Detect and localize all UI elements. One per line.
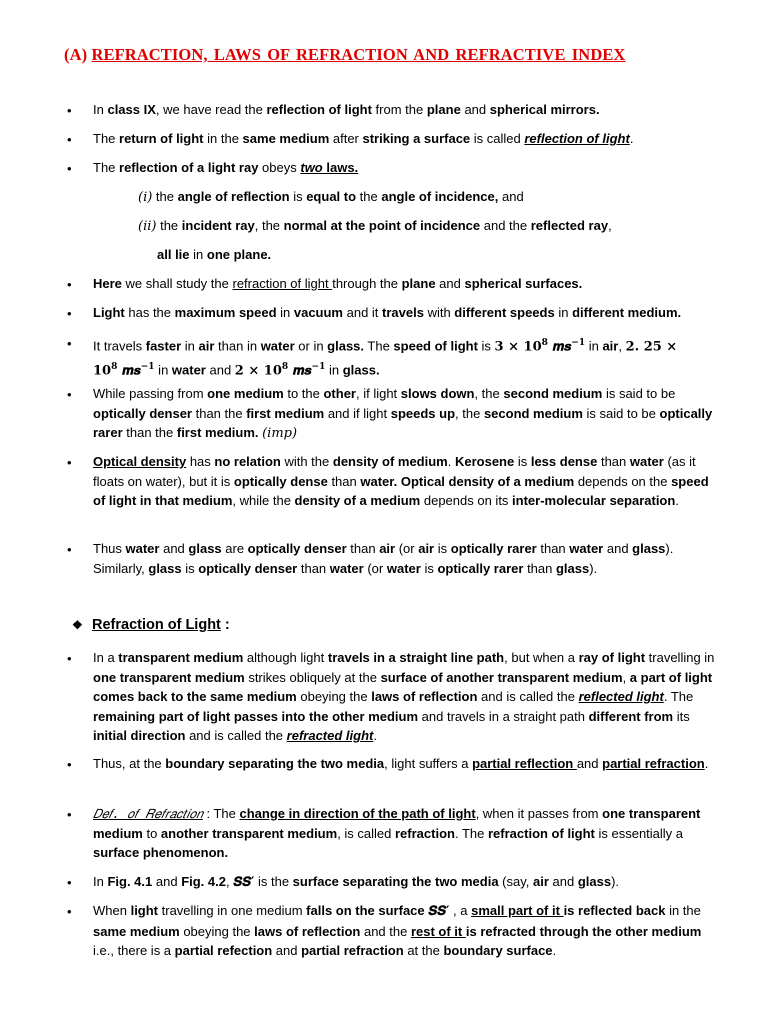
text-run: faster: [145, 338, 182, 354]
text-run: air: [418, 541, 435, 556]
text-run: and: [498, 189, 524, 204]
text-run: than the: [122, 425, 177, 440]
text-run: its: [673, 708, 690, 724]
text-run: through the: [332, 276, 402, 291]
text-run: maximum speed: [174, 305, 277, 320]
text-run: optically rarer: [450, 541, 537, 556]
text-run: glass: [148, 560, 182, 576]
text-run: ).: [665, 541, 674, 556]
text-run: different medium.: [572, 305, 682, 320]
text-run: than: [523, 560, 556, 576]
text-run: second medium: [503, 386, 603, 401]
text-run: .: [373, 728, 377, 743]
text-run: is called: [470, 131, 525, 146]
text-run: . The: [454, 825, 488, 841]
text-run: ).: [589, 560, 598, 576]
text-run: depends on its: [420, 493, 513, 508]
text-run: the: [356, 189, 382, 204]
text-run: optically denser: [247, 541, 347, 556]
text-run: water: [125, 541, 160, 556]
text-run: air: [602, 338, 619, 354]
text-run: other: [323, 386, 356, 401]
text-run: although light: [243, 650, 328, 665]
text-run: 𝑺𝑺′: [428, 904, 450, 919]
bullet-glyph: •: [67, 542, 72, 557]
text-run: 𝑺𝑺′: [233, 875, 255, 890]
text-run: (or: [395, 541, 419, 556]
text-run: 𝒎𝒔: [288, 363, 312, 379]
paragraph-1: [93, 100, 723, 120]
text-run: glass.: [327, 338, 365, 354]
section-heading: [72, 617, 230, 633]
text-run: in: [325, 362, 343, 378]
text-run: :: [220, 617, 230, 633]
text-run: speeds up: [390, 405, 456, 421]
text-run: 𝟏𝟎: [93, 363, 112, 379]
text-run: Optical density of a medium: [400, 473, 575, 489]
text-run: is reflected back: [563, 903, 666, 918]
text-run: , a: [449, 903, 472, 918]
text-run: incident ray: [181, 218, 255, 233]
law-1: [138, 187, 524, 208]
text-run: surface separating the two media: [292, 874, 499, 889]
paragraph-6: [93, 333, 723, 382]
text-run: , the: [254, 218, 284, 233]
text-run: density of a medium: [294, 493, 421, 508]
text-run: speed of light in that medium: [93, 473, 709, 508]
text-run: in the: [203, 131, 243, 146]
text-run: refracted light: [286, 728, 374, 743]
bullet-glyph: •: [67, 132, 72, 147]
text-run: , when it passes from: [475, 806, 603, 821]
text-run: In: [93, 102, 108, 117]
text-run: Thus, at the: [93, 756, 166, 771]
bullet-glyph: •: [67, 757, 72, 772]
text-run: is: [514, 454, 531, 469]
text-run: obeying the: [179, 923, 255, 939]
text-run: in: [154, 362, 172, 378]
text-run: and: [435, 276, 465, 291]
text-run: another transparent medium: [160, 825, 338, 841]
text-run: remaining part of light passes into the other medium: [93, 708, 419, 724]
text-run: to the: [283, 386, 324, 401]
text-run: with: [423, 305, 455, 320]
bullet-glyph: •: [67, 455, 72, 470]
text-run: .: [704, 756, 709, 771]
text-run: −𝟏: [571, 338, 586, 348]
text-run: falls on the surface: [306, 903, 425, 918]
text-run: one transparent medium: [93, 806, 701, 841]
text-run: partial refraction: [602, 756, 705, 771]
text-run: glass: [577, 874, 612, 889]
text-run: . The: [663, 689, 694, 704]
text-run: class IX: [107, 102, 156, 117]
text-run: after: [329, 131, 363, 146]
text-run: .: [447, 454, 455, 469]
text-run: air: [379, 541, 396, 556]
text-run: water.: [360, 473, 398, 489]
text-run: travels in a straight line path: [327, 650, 505, 665]
text-run: small part of it: [471, 903, 564, 918]
paragraph-7: [93, 384, 723, 444]
bullet-glyph: •: [67, 277, 72, 292]
text-run: no relation: [214, 454, 281, 469]
paragraph-5: [93, 303, 723, 323]
text-run: or in: [294, 338, 328, 354]
text-run: water: [260, 338, 295, 354]
text-run: has the: [124, 305, 175, 320]
text-run: is: [477, 338, 495, 354]
text-run: Similarly,: [93, 560, 149, 576]
text-run: 𝟖: [281, 362, 289, 373]
paragraph-8: [93, 452, 723, 511]
text-run: glass: [632, 541, 666, 556]
text-run: initial direction: [93, 728, 186, 743]
text-run: and is called the: [477, 689, 579, 704]
bullet-glyph: •: [67, 807, 72, 822]
text-run: vacuum: [293, 305, 343, 320]
text-run: ray of light: [578, 650, 646, 665]
text-run: , while the: [232, 493, 295, 508]
text-run: and: [460, 102, 490, 117]
text-run: , light suffers a: [384, 756, 473, 771]
text-run: and: [548, 874, 578, 889]
text-run: refraction of light: [232, 276, 333, 291]
text-run: spherical mirrors.: [489, 102, 600, 117]
text-run: than: [536, 541, 570, 556]
text-run: 𝟖: [541, 338, 548, 348]
text-run: different speeds: [454, 305, 555, 320]
text-run: density of medium: [332, 454, 448, 469]
text-run: glass: [188, 541, 222, 556]
paragraph-4: [93, 274, 723, 294]
text-run: Fig. 4.2: [181, 874, 226, 889]
text-run: Optical density: [93, 454, 187, 469]
text-run: plane: [401, 276, 436, 291]
text-run: refraction of light: [487, 825, 595, 841]
text-run: boundary separating the two media: [165, 756, 385, 771]
text-run: and it: [343, 305, 383, 320]
text-run: 𝟖: [111, 362, 118, 373]
text-run: travelling in one medium: [158, 903, 307, 918]
text-run: a part of light comes back to the same medium: [93, 669, 713, 704]
text-run: is: [420, 560, 438, 576]
text-run: 𝐷𝑒𝑓. 𝑜𝑓 𝑅𝑒𝑓𝑟𝑎𝑐𝑡𝑖𝑜𝑛: [93, 806, 203, 821]
text-run: same medium: [93, 923, 180, 939]
text-run: air: [198, 338, 215, 354]
text-run: ,: [622, 669, 630, 685]
text-run: has: [186, 454, 215, 469]
text-run: in: [585, 338, 603, 354]
paragraph-3: [93, 158, 723, 178]
text-run: .: [675, 493, 679, 508]
title-text: REFRACTION, LAWS OF REFRACTION AND REFRACTIVE INDEX: [91, 45, 626, 64]
text-run: partial reflection: [472, 756, 577, 771]
text-run: and travels in a straight path: [418, 708, 589, 724]
law-2-continued: [157, 245, 271, 265]
text-run: partial refection: [174, 943, 273, 958]
text-run: (𝑖𝑖): [138, 219, 157, 234]
text-run: 𝒎𝒔: [117, 363, 141, 379]
text-run: reflected light: [578, 689, 664, 704]
text-run: In: [93, 874, 108, 889]
text-run: ,: [618, 338, 626, 354]
paragraph-13: [93, 872, 723, 893]
text-run: than: [297, 560, 330, 576]
text-run: transparent medium: [118, 650, 244, 665]
paragraph-11: [93, 754, 723, 774]
bullet-glyph: •: [67, 387, 72, 402]
diamond-bullet-icon: ❖: [72, 618, 83, 632]
text-run: one medium: [207, 386, 284, 401]
text-run: in: [181, 338, 199, 354]
bullet-glyph: •: [67, 904, 72, 919]
text-run: When: [93, 903, 131, 918]
paragraph-9: [93, 539, 723, 578]
text-run: light: [130, 903, 159, 918]
text-run: first medium.: [176, 425, 259, 440]
paragraph-14: [93, 901, 723, 961]
text-run: with the: [280, 454, 333, 469]
text-run: glass: [555, 560, 590, 576]
text-run: Here: [93, 276, 122, 291]
text-run: , if light: [355, 386, 401, 401]
text-run: air: [533, 874, 549, 889]
bullet-glyph: •: [67, 875, 72, 890]
text-run: from the: [371, 102, 427, 117]
text-run: (𝑖): [138, 190, 153, 205]
paragraph-12: [93, 804, 723, 863]
text-run: .: [552, 943, 557, 958]
text-run: and is called the: [185, 728, 287, 743]
text-run: 𝟐. 𝟐𝟓 ×: [625, 339, 678, 355]
text-run: all lie: [157, 247, 190, 262]
text-run: While passing from: [93, 386, 208, 401]
text-run: travels: [382, 305, 424, 320]
text-run: is: [181, 560, 199, 576]
text-run: , the: [474, 386, 504, 401]
text-run: obeys: [258, 160, 301, 175]
text-run: is refracted through the other medium: [465, 923, 702, 939]
text-run: laws.: [322, 160, 359, 175]
text-run: in the: [665, 903, 701, 918]
text-run: and: [272, 943, 302, 958]
text-run: plane: [426, 102, 461, 117]
text-run: to: [142, 825, 161, 841]
text-run: and: [205, 362, 235, 378]
paragraph-10: [93, 648, 723, 746]
text-run: inter-molecular separation: [512, 493, 676, 508]
text-run: and the: [360, 923, 411, 939]
text-run: in: [554, 305, 573, 320]
text-run: and the: [480, 218, 531, 233]
text-run: ).: [611, 874, 620, 889]
law-2: [138, 216, 612, 237]
text-run: depends on the: [574, 473, 672, 489]
text-run: and if light: [324, 405, 391, 421]
text-run: speed of light: [393, 338, 478, 354]
bullet-glyph: •: [67, 651, 72, 666]
text-run: than: [597, 454, 630, 469]
text-run: than: [327, 473, 361, 489]
title-prefix: (A): [64, 45, 88, 64]
text-run: and: [152, 874, 182, 889]
text-run: ,: [608, 218, 612, 233]
text-run: angle of incidence,: [381, 189, 499, 204]
text-run: Thus: [93, 541, 126, 556]
text-run: reflection of a light ray: [119, 160, 259, 175]
text-run: is said to be: [582, 405, 660, 421]
text-run: change in direction of the path of light: [239, 806, 476, 821]
text-run: .: [629, 131, 634, 146]
text-run: normal at the point of incidence: [283, 218, 481, 233]
text-run: i.e., there is a: [93, 943, 175, 958]
text-run: one transparent medium: [93, 669, 245, 685]
text-run: (say,: [498, 874, 533, 889]
text-run: than the: [191, 405, 247, 421]
text-run: than in: [214, 338, 261, 354]
text-run: optically denser: [198, 560, 298, 576]
text-run: obeying the: [296, 689, 372, 704]
text-run: and: [159, 541, 189, 556]
text-run: Kerosene: [454, 454, 515, 469]
text-run: , the: [455, 405, 484, 421]
text-run: −𝟏: [140, 362, 155, 373]
text-run: spherical surfaces.: [464, 276, 583, 291]
text-run: laws of reflection: [371, 689, 478, 704]
text-run: (𝑖𝑚𝑝): [262, 426, 298, 441]
section-heading-text: Refraction of Light: [92, 617, 221, 633]
text-run: : The: [202, 806, 240, 821]
text-run: (or: [363, 560, 387, 576]
text-run: −𝟏: [311, 362, 326, 373]
text-run: the: [152, 189, 178, 204]
text-run: different from: [588, 708, 674, 724]
paragraph-2: [93, 129, 723, 149]
text-run: optically rarer: [437, 560, 524, 576]
text-run: glass.: [342, 362, 380, 378]
text-run: , but when a: [504, 650, 579, 665]
bullet-glyph: •: [67, 336, 72, 351]
text-run: equal to: [306, 189, 357, 204]
text-run: is the: [254, 874, 293, 889]
text-run: is essentially a: [594, 825, 684, 841]
text-run: one plane.: [206, 247, 272, 262]
text-run: optically rarer: [93, 405, 713, 440]
text-run: water: [386, 560, 421, 576]
page-title: [64, 45, 625, 65]
text-run: are: [221, 541, 248, 556]
text-run: reflection of light: [524, 131, 630, 146]
text-run: It travels: [93, 338, 146, 354]
text-run: is: [434, 541, 451, 556]
text-run: in: [276, 305, 294, 320]
text-run: The: [93, 131, 120, 146]
text-run: surface phenomenon.: [93, 845, 229, 860]
text-run: two: [300, 160, 323, 175]
text-run: optically denser: [93, 405, 192, 421]
text-run: In a: [93, 650, 119, 665]
text-run: return of light: [119, 131, 204, 146]
text-run: and: [603, 541, 633, 556]
text-run: surface of another transparent medium: [380, 669, 623, 685]
text-run: 𝟑 × 𝟏𝟎: [494, 339, 542, 355]
text-run: in: [189, 247, 207, 262]
text-run: water: [171, 362, 206, 378]
bullet-glyph: •: [67, 103, 72, 118]
text-run: is said to be: [602, 386, 676, 401]
text-run: ,: [225, 874, 234, 889]
text-run: strikes obliquely at the: [244, 669, 381, 685]
text-run: water: [569, 541, 604, 556]
text-run: same medium: [242, 131, 330, 146]
text-run: , we have read the: [155, 102, 267, 117]
text-run: striking a surface: [362, 131, 471, 146]
text-run: (as it floats on water), but it is: [93, 454, 696, 489]
text-run: less dense: [530, 454, 598, 469]
text-run: refraction: [395, 825, 455, 841]
text-run: Light: [93, 305, 125, 320]
text-run: slows down: [400, 386, 475, 401]
text-run: and: [576, 756, 603, 771]
text-run: is: [289, 189, 307, 204]
text-run: 𝒎𝒔: [547, 339, 572, 355]
text-run: travelling in: [645, 650, 715, 665]
text-run: , is called: [337, 825, 395, 841]
text-run: The: [93, 160, 120, 175]
text-run: than: [346, 541, 380, 556]
text-run: laws of reflection: [254, 923, 361, 939]
text-run: angle of reflection: [177, 189, 290, 204]
text-run: Fig. 4.1: [107, 874, 153, 889]
text-run: water: [329, 560, 364, 576]
text-run: partial refraction: [301, 943, 404, 958]
bullet-glyph: •: [67, 306, 72, 321]
text-run: 𝟐 × 𝟏𝟎: [234, 363, 282, 379]
text-run: at the: [403, 943, 444, 958]
text-run: second medium: [483, 405, 583, 421]
text-run: rest of it: [410, 923, 466, 939]
bullet-glyph: •: [67, 161, 72, 176]
text-run: water: [629, 454, 664, 469]
text-run: we shall study the: [121, 276, 233, 291]
text-run: reflection of light: [266, 102, 372, 117]
text-run: optically dense: [233, 473, 328, 489]
text-run: boundary surface: [443, 943, 553, 958]
text-run: reflected ray: [530, 218, 609, 233]
text-run: first medium: [246, 405, 325, 421]
text-run: the: [156, 218, 182, 233]
text-run: The: [364, 338, 394, 354]
